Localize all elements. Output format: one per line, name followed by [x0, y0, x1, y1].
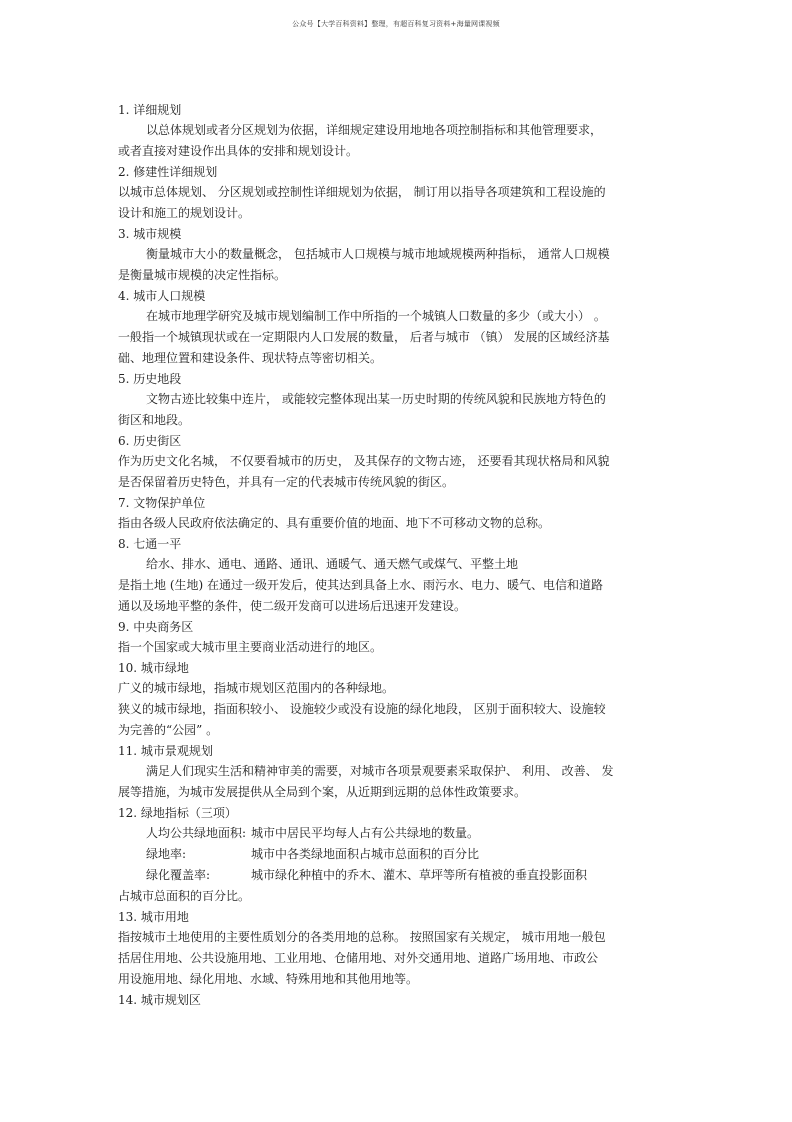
- paragraph-line: 在城市地理学研究及城市规划编制工作中所指的一个城镇人口数量的多少（或大小） 。: [146, 309, 606, 323]
- paragraph-line: 础、地理位置和建设条件、现状特点等密切相关。: [118, 351, 383, 365]
- paragraph-line: 以总体规划或者分区规划为依据，详细规定建设用地地各项控制指标和其他管理要求，: [146, 123, 603, 137]
- section: [118, 617, 678, 658]
- metric-row: [118, 823, 678, 844]
- paragraph-line: 是否保留着历史特色，并具有一定的代表城市传统风貌的街区。: [118, 475, 455, 489]
- paragraph-line: 是指土地 (生地) 在通过一级开发后，使其达到具备上水、雨污水、电力、暖气、电信和道路: [118, 578, 603, 592]
- section: [118, 369, 678, 431]
- page-header: 公众号【大学百科资料】整理，有超百科复习资料+海量网课视频: [292, 20, 500, 28]
- metric-definition: 城市绿化种植中的乔木、灌木、草坪等所有植被的垂直投影面积: [251, 868, 588, 882]
- section: [118, 658, 678, 741]
- paragraph-line: 或者直接对建设作出具体的安排和规划设计。: [118, 144, 359, 158]
- paragraph-line: 展等措施，为城市发展提供从全局到个案，从近期到远期的总体性政策要求。: [118, 785, 527, 799]
- section-title: 9. 中央商务区: [118, 620, 194, 634]
- section-title: 13. 城市用地: [118, 910, 189, 924]
- section: [118, 431, 678, 493]
- section: [118, 100, 678, 162]
- paragraph-line: 一般指一个城镇现状或在一定期限内人口发展的数量， 后者与城市 （镇） 发展的区域经济基: [118, 330, 610, 344]
- paragraph-line: 用设施用地、绿化用地、水域、特殊用地和其他用地等。: [118, 972, 419, 986]
- section-title: 4. 城市人口规模: [118, 289, 206, 303]
- section-title: 14. 城市规划区: [118, 993, 201, 1007]
- section-title: 7. 文物保护单位: [118, 496, 206, 510]
- section: [118, 803, 678, 907]
- section: [118, 286, 678, 369]
- section: [118, 534, 678, 617]
- paragraph-line: 指由各级人民政府依法确定的、具有重要价值的地面、地下不可移动文物的总称。: [118, 516, 551, 530]
- section-title: 6. 历史街区: [118, 434, 182, 448]
- paragraph-line: 设计和施工的规划设计。: [118, 206, 251, 220]
- metric-definition: 城市中各类绿地面积占城市总面积的百分比: [251, 847, 480, 861]
- section: [118, 493, 678, 534]
- paragraph-line: 满足人们现实生活和精神审美的需要，对城市各项景观要素采取保护、 利用、 改善、 发: [146, 764, 614, 778]
- section-title: 1. 详细规划: [118, 103, 182, 117]
- metric-name: 绿化覆盖率:: [146, 868, 211, 882]
- metric-name: 人均公共绿地面积:: [146, 826, 247, 840]
- section-title: 11. 城市景观规划: [118, 744, 213, 758]
- section-title: 12. 绿地指标（三项）: [118, 806, 237, 820]
- paragraph-line: 为完善的“公园” 。: [118, 723, 219, 737]
- metric-name: 绿地率:: [146, 847, 187, 861]
- paragraph-line: 作为历史文化名城， 不仅要看城市的历史， 及其保存的文物古迹， 还要看其现状格局和风貌: [118, 454, 610, 468]
- section: [118, 224, 678, 286]
- section-title: 5. 历史地段: [118, 372, 182, 386]
- section-title: 3. 城市规模: [118, 227, 182, 241]
- paragraph-line: 指按城市土地使用的主要性质划分的各类用地的总称。 按照国家有关规定， 城市用地一般包: [118, 930, 606, 944]
- paragraph-line: 是衡量城市规模的决定性指标。: [118, 268, 287, 282]
- paragraph-line: 括居住用地、公共设施用地、工业用地、仓储用地、对外交通用地、道路广场用地、市政公: [118, 951, 599, 965]
- section-title: 8. 七通一平: [118, 537, 182, 551]
- section: [118, 741, 678, 803]
- section-title: 10. 城市绿地: [118, 661, 189, 675]
- paragraph-line: 广义的城市绿地，指城市规划区范围内的各种绿地。: [118, 681, 395, 695]
- metric-row: [118, 865, 678, 886]
- section: [118, 907, 678, 990]
- section-title: 2. 修建性详细规划: [118, 165, 218, 179]
- paragraph-line: 占城市总面积的百分比。: [118, 889, 251, 903]
- metric-definition: 城市中居民平均每人占有公共绿地的数量。: [251, 826, 480, 840]
- section: [118, 162, 678, 224]
- paragraph-line: 文物古迹比较集中连片， 或能较完整体现出某一历史时期的传统风貌和民族地方特色的: [146, 392, 606, 406]
- paragraph-line: 以城市总体规划、 分区规划或控制性详细规划为依据， 制订用以指导各项建筑和工程设施的: [118, 185, 606, 199]
- metric-row: [118, 844, 678, 865]
- paragraph-line: 给水、排水、通电、通路、通讯、通暖气、通天燃气或煤气、平整土地: [146, 557, 519, 571]
- section: [118, 990, 678, 1010]
- paragraph-line: 街区和地段。: [118, 413, 191, 427]
- paragraph-line: 衡量城市大小的数量概念， 包括城市人口规模与城市地域规模两种指标， 通常人口规模: [146, 247, 610, 261]
- paragraph-line: 指一个国家或大城市里主要商业活动进行的地区。: [118, 640, 383, 654]
- document-body: [118, 100, 678, 1010]
- paragraph-line: 狭义的城市绿地，指面积较小、 设施较少或没有设施的绿化地段， 区别于面积较大、设施较: [118, 702, 606, 716]
- paragraph-line: 通以及场地平整的条件，使二级开发商可以进场后迅速开发建设。: [118, 599, 467, 613]
